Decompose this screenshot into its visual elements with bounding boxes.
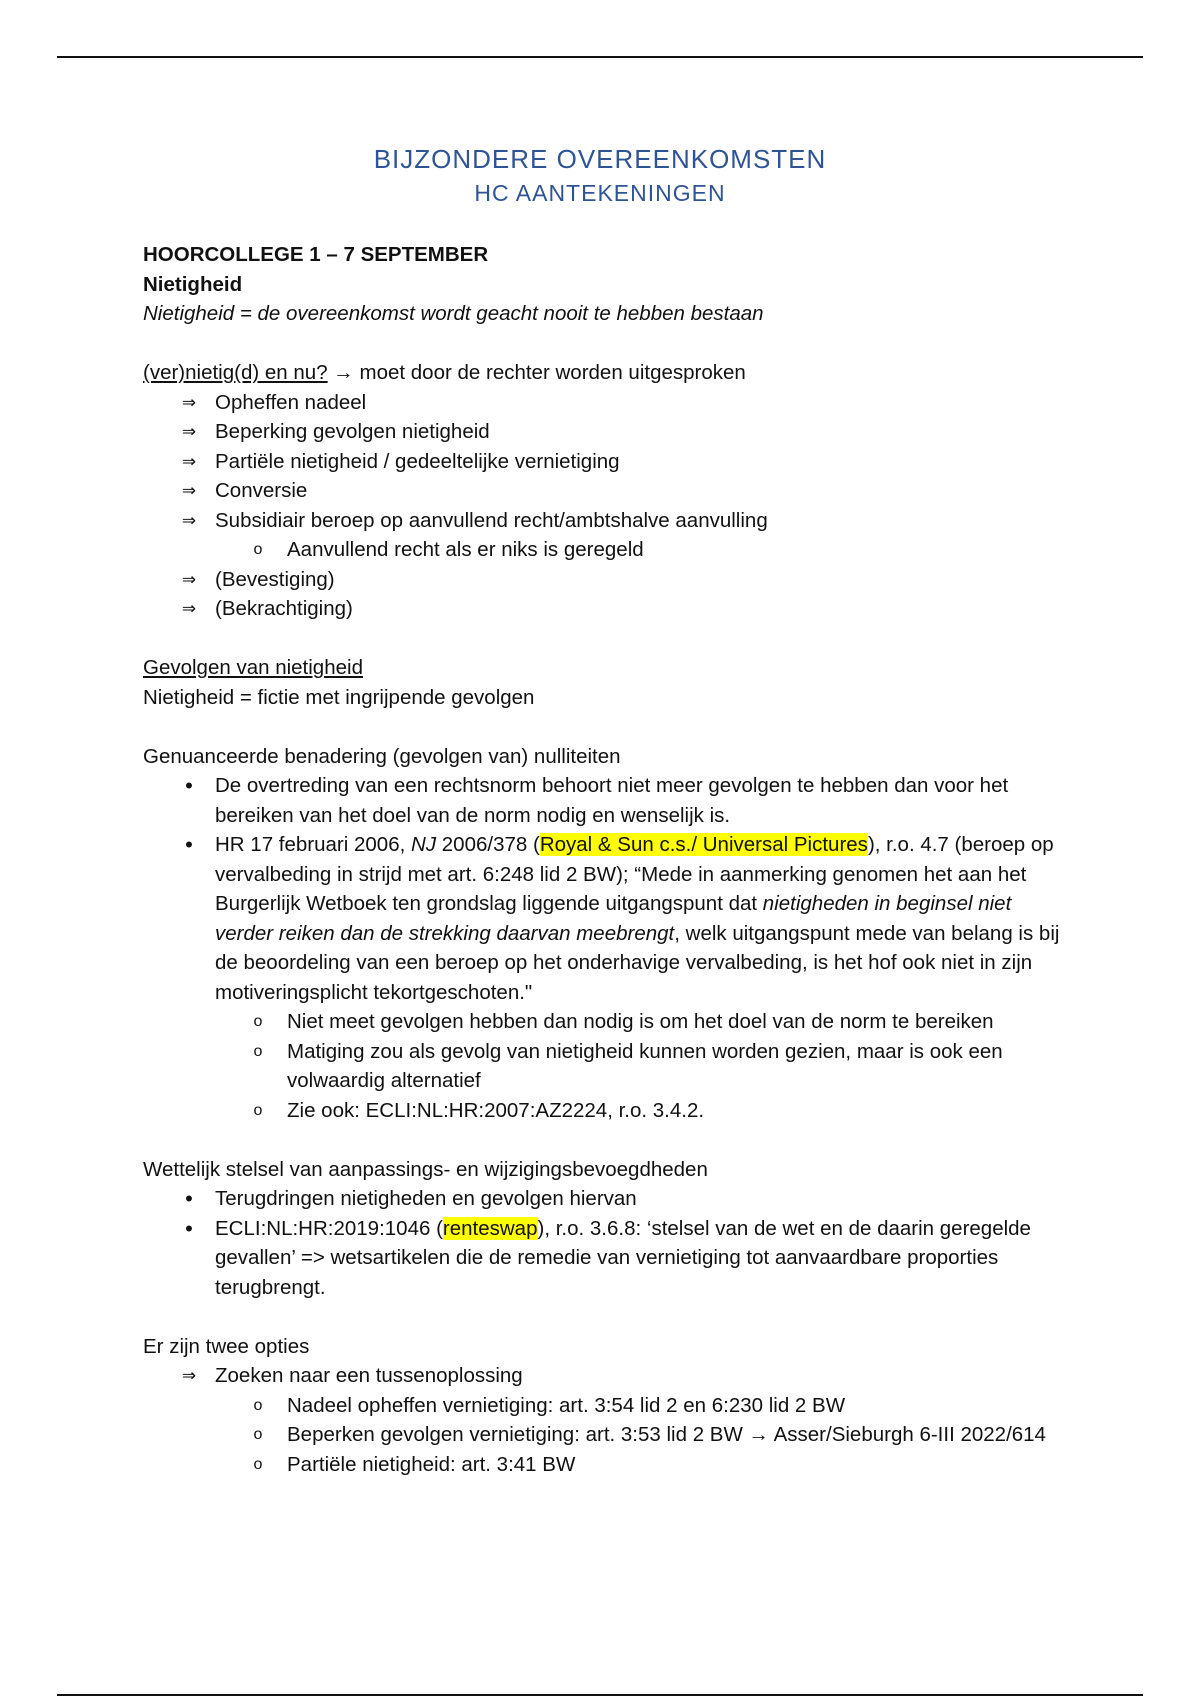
sub-list-item: o Zie ook: ECLI:NL:HR:2007:AZ2224, r.o. 3.4.2. bbox=[143, 1096, 1073, 1126]
lecture-heading: HOORCOLLEGE 1 – 7 SEPTEMBER bbox=[143, 243, 489, 266]
highlighted-case-name: Royal & Sun c.s./ Universal Pictures bbox=[539, 833, 868, 856]
sub-list-item: o Matiging zou als gevolg van nietigheid kunnen worden gezien, maar is ook een volwaardig alternatief bbox=[143, 1037, 1073, 1096]
section3-list bbox=[143, 771, 1073, 1125]
right-arrow-icon: → bbox=[333, 361, 354, 384]
list-item: ⇒ Opheffen nadeel bbox=[143, 388, 1073, 418]
circle-bullet-icon: o bbox=[253, 1455, 263, 1473]
double-arrow-icon: ⇒ bbox=[181, 1366, 197, 1385]
right-arrow-icon: → bbox=[748, 1423, 770, 1446]
sub-list-item: o Nadeel opheffen vernietiging: art. 3:54 lid 2 en 6:230 lid 2 BW bbox=[143, 1391, 1073, 1421]
double-arrow-icon: ⇒ bbox=[181, 481, 197, 500]
section1-lead bbox=[143, 358, 1073, 388]
section1-lead-underlined: (ver)nietig(d) en nu? bbox=[143, 361, 328, 384]
section3-heading: Genuanceerde benadering (gevolgen van) nulliteiten bbox=[143, 744, 621, 768]
topic-heading: Nietigheid bbox=[143, 272, 243, 296]
section5-list bbox=[143, 1361, 1073, 1479]
definition-text: Nietigheid = de overeenkomst wordt geacht nooit te hebben bestaan bbox=[143, 302, 764, 325]
list-item: ⇒ Subsidiair beroep op aanvullend recht/ambtshalve aanvulling bbox=[143, 506, 1073, 536]
sub-list-item: o Aanvullend recht als er niks is geregeld bbox=[143, 535, 1073, 565]
page-top-rule bbox=[57, 56, 1143, 58]
list-item: ⇒ Partiële nietigheid / gedeeltelijke vernietiging bbox=[143, 447, 1073, 477]
list-item: ⇒ Conversie bbox=[143, 476, 1073, 506]
double-arrow-icon: ⇒ bbox=[181, 422, 197, 441]
double-arrow-icon: ⇒ bbox=[181, 392, 197, 412]
double-arrow-icon: ⇒ bbox=[181, 569, 197, 589]
double-arrow-icon: ⇒ bbox=[181, 510, 197, 530]
circle-bullet-icon: o bbox=[253, 541, 263, 558]
circle-bullet-icon: o bbox=[253, 1101, 263, 1119]
nj-citation: NJ bbox=[411, 833, 437, 856]
document-title-block bbox=[0, 142, 1200, 210]
section1-lead-rest: moet door de rechter worden uitgesproken bbox=[353, 361, 746, 384]
sub-list-item: o Niet meet gevolgen hebben dan nodig is om het doel van de norm te bereiken bbox=[143, 1007, 1073, 1037]
list-item: ⇒ (Bevestiging) bbox=[143, 565, 1073, 595]
bullet-icon: • bbox=[185, 773, 193, 798]
circle-bullet-icon: o bbox=[253, 1013, 263, 1030]
list-item: • HR 17 februari 2006, NJ 2006/378 (Royal & Sun c.s./ Universal Pictures), r.o. 4.7 (beroep op vervalbeding in strijd met art. 6:248 lid 2 BW); “Mede in aanmerking genomen het aan het Burgerlijk Wetboek ten grondslag liggende uitgangspunt dat nietigheden in beginsel niet verder reiken dan de strekking daarvan meebrengt, welk uitgangspunt mede van belang is bij de beoordeling van een beroep op het onderhavige vervalbeding, is het hof ook niet in zijn motiveringsplicht tekortgeschoten." bbox=[143, 830, 1073, 1007]
section4-list bbox=[143, 1184, 1073, 1302]
bullet-icon: • bbox=[185, 1215, 193, 1241]
bullet-icon: • bbox=[185, 1186, 193, 1211]
section4-heading: Wettelijk stelsel van aanpassings- en wijzigingsbevoegdheden bbox=[143, 1157, 708, 1181]
list-item: ⇒ (Bekrachtiging) bbox=[143, 594, 1073, 624]
section2-text: Nietigheid = fictie met ingrijpende gevolgen bbox=[143, 685, 535, 709]
sub-list-item: o Partiële nietigheid: art. 3:41 BW bbox=[143, 1450, 1073, 1480]
section5-heading: Er zijn twee opties bbox=[143, 1334, 310, 1358]
document-subtitle: HC AANTEKENINGEN bbox=[474, 180, 726, 206]
section1-list bbox=[143, 388, 1073, 624]
list-item: • Terugdringen nietigheden en gevolgen hiervan bbox=[143, 1184, 1073, 1214]
circle-bullet-icon: o bbox=[253, 1426, 263, 1443]
list-item: • De overtreding van een rechtsnorm behoort niet meer gevolgen te hebben dan voor het bereiken van het doel van de norm nodig en wenselijk is. bbox=[143, 771, 1073, 830]
document-title: BIJZONDERE OVEREENKOMSTEN bbox=[373, 144, 827, 174]
circle-bullet-icon: o bbox=[253, 1396, 263, 1414]
circle-bullet-icon: o bbox=[253, 1042, 263, 1060]
double-arrow-icon: ⇒ bbox=[181, 599, 197, 618]
list-item: ⇒ Zoeken naar een tussenoplossing bbox=[143, 1361, 1073, 1391]
highlighted-case-name: renteswap bbox=[442, 1216, 538, 1240]
list-item: ⇒ Beperking gevolgen nietigheid bbox=[143, 417, 1073, 447]
bullet-icon: • bbox=[185, 832, 193, 857]
list-item: • ECLI:NL:HR:2019:1046 (renteswap), r.o. 3.6.8: ‘stelsel van de wet en de daarin geregelde gevallen’ => wetsartikelen die de remedie van vernietiging tot aanvaardbare proporties terugbrengt. bbox=[143, 1214, 1073, 1303]
double-arrow-icon: ⇒ bbox=[181, 451, 197, 471]
quoted-italic: nietigheden in beginsel niet verder reiken dan de strekking daarvan meebrengt bbox=[215, 892, 1012, 945]
document-body bbox=[143, 240, 1073, 1479]
page-bottom-rule bbox=[57, 1694, 1143, 1696]
section2-heading: Gevolgen van nietigheid bbox=[143, 656, 363, 679]
sub-list-item: o Beperken gevolgen vernietiging: art. 3:53 lid 2 BW → Asser/Sieburgh 6-III 2022/614 bbox=[143, 1420, 1073, 1450]
